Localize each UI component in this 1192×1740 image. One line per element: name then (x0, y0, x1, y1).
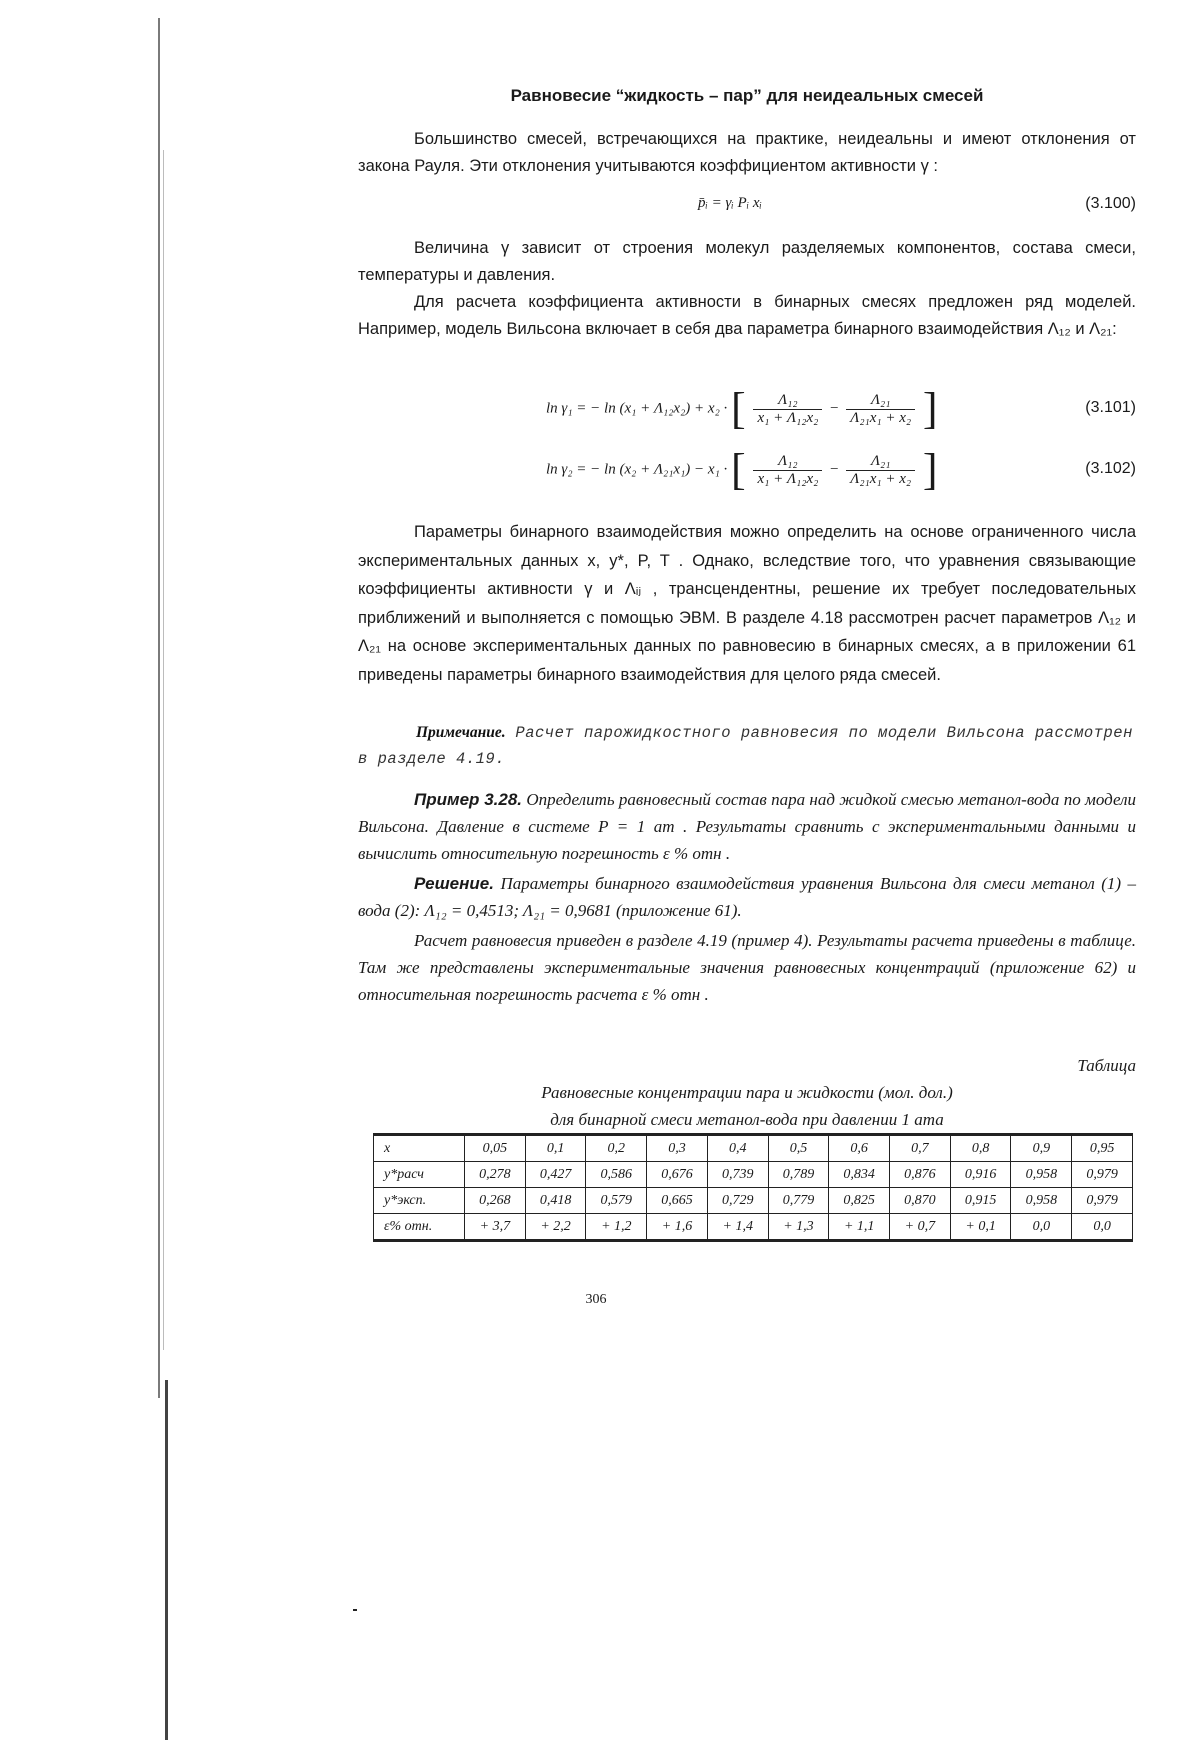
note-label: Примечание. (416, 724, 506, 741)
table-cell: 0,825 (829, 1188, 890, 1214)
table-row (374, 1188, 1133, 1214)
table-cell: 0,1 (525, 1135, 586, 1162)
table-cell: + 2,2 (525, 1214, 586, 1241)
table-cell: 0,95 (1072, 1135, 1133, 1162)
table-cell: + 3,7 (465, 1214, 526, 1241)
table-cell: 0,8 (950, 1135, 1011, 1162)
fraction-denominator: Λ₂₁x₁ + x₂ (846, 409, 915, 427)
paragraph-text: Параметры бинарного взаимодействия можно определить на основе ограниченного числа экспериментальных данных x, y*, P, T . Однако, вследствие того, что уравнения связывающие коэффициенты активности γ и Λᵢⱼ , трансцендентны, решение их требует последовательных приближений и выполняется с помощью ЭВМ. В разделе 4.18 рассмотрен расчет параметров Λ₁₂ и Λ₂₁ на основе экспериментальных данных по равновесию в бинарных смесях, а в приложении 61 приведены параметры бинарного взаимодействия для целого ряда смесей. (358, 523, 1136, 684)
solution-label: Решение. (414, 874, 494, 893)
equation-3-102 (358, 445, 1136, 502)
example-label: Пример 3.28. (414, 790, 523, 809)
table-cell: 0,9 (1011, 1135, 1072, 1162)
table-cell: 0,3 (647, 1135, 708, 1162)
fraction (753, 392, 822, 427)
table-cell: 0,665 (647, 1188, 708, 1214)
paragraph-text: Величина γ зависит от строения молекул разделяемых компонентов, состава смеси, температуры и давления. (358, 239, 1136, 284)
minus-sign: − (830, 461, 839, 478)
table-cell: 0,579 (586, 1188, 647, 1214)
table-header (358, 1052, 1136, 1133)
note-body: Расчет парожидкостного равновесия по модели Вильсона рассмотрен в разделе 4.19. (358, 724, 1133, 768)
paragraph-intro (358, 126, 1136, 180)
table-cell: 0,739 (707, 1162, 768, 1188)
table-cell: + 1,2 (586, 1214, 647, 1241)
table-cell: + 1,6 (647, 1214, 708, 1241)
paragraph-text: Для расчета коэффициента активности в бинарных смесях предложен ряд моделей. Например, модель Вильсона включает в себя два параметра бинарного взаимодействия Λ₁₂ и Λ₂₁: (358, 293, 1136, 338)
table-cell: 0,834 (829, 1162, 890, 1188)
table-cell: 0,418 (525, 1188, 586, 1214)
page-number: 306 (585, 1292, 607, 1307)
scan-artifact-dot (353, 1609, 357, 1611)
table-cell: 0,268 (465, 1188, 526, 1214)
table-cell: 0,676 (647, 1162, 708, 1188)
row-header: x (374, 1135, 465, 1162)
table-cell: 0,916 (950, 1162, 1011, 1188)
section-title: Равновесие “жидкость – пар” для неидеальных смесей (510, 86, 984, 105)
table-cell: 0,6 (829, 1135, 890, 1162)
bracket-right: ] (922, 445, 938, 494)
table-cell: 0,789 (768, 1162, 829, 1188)
solution-text (358, 870, 1136, 924)
solution-body: Параметры бинарного взаимодействия уравнения Вильсона для смеси метанол (1) – вода (2): Λ₁₂ = 0,4513; Λ₂₁ = 0,9681 (приложение 61). (358, 874, 1136, 920)
fraction-numerator: Λ₁₂ (778, 391, 798, 408)
fraction (846, 392, 915, 427)
scan-artifact-line (158, 18, 160, 1398)
table-cell: 0,0 (1011, 1214, 1072, 1241)
table-cell: 0,915 (950, 1188, 1011, 1214)
equation-number: (3.101) (1085, 399, 1136, 416)
table-cell: 0,876 (890, 1162, 951, 1188)
equilibrium-table (373, 1133, 1133, 1242)
note-text (358, 720, 1136, 772)
fraction-numerator: Λ₂₁ (870, 452, 891, 469)
table-cell: 0,2 (586, 1135, 647, 1162)
table-cell: 0,586 (586, 1162, 647, 1188)
scan-artifact-line (165, 1380, 168, 1740)
table-cell: 0,05 (465, 1135, 526, 1162)
equation-body: p̄ᵢ = γᵢ Pᵢ xᵢ (698, 195, 762, 211)
table-cell: 0,5 (768, 1135, 829, 1162)
equation-number: (3.100) (1085, 195, 1136, 212)
paragraph-gamma (358, 235, 1136, 343)
note-block (358, 720, 1136, 772)
paragraph-parameters (358, 518, 1136, 689)
table-cell: 0,979 (1072, 1188, 1133, 1214)
table-cell: 0,4 (707, 1135, 768, 1162)
table-cell: 0,729 (707, 1188, 768, 1214)
table-row (374, 1162, 1133, 1188)
fraction-denominator: Λ₂₁x₁ + x₂ (846, 470, 915, 488)
equation-number: (3.102) (1085, 460, 1136, 477)
table-caption-line: Равновесные концентрации пара и жидкости (мол. дол.) (541, 1083, 953, 1102)
table-cell: 0,870 (890, 1188, 951, 1214)
table-cell: + 1,3 (768, 1214, 829, 1241)
table-cell: 0,278 (465, 1162, 526, 1188)
table-cell: + 1,1 (829, 1214, 890, 1241)
paragraph-text: Большинство смесей, встречающихся на практике, неидеальны и имеют отклонения от закона Рауля. Эти отклонения учитываются коэффициентом активности γ : (358, 130, 1136, 175)
equation-3-101 (358, 384, 1136, 441)
table-cell: + 0,7 (890, 1214, 951, 1241)
table-cell: 0,779 (768, 1188, 829, 1214)
equation-lhs: ln γ₂ = − ln (x₂ + Λ₂₁x₁) − x₁ · (546, 461, 728, 478)
scan-artifact-line (163, 150, 164, 1350)
table-row (374, 1214, 1133, 1241)
bracket-right: ] (922, 384, 938, 433)
fraction-denominator: x₁ + Λ₁₂x₂ (753, 470, 822, 488)
table-caption-line: для бинарной смеси метанол-вода при давлении 1 ата (550, 1110, 944, 1129)
equation-lhs: ln γ₁ = − ln (x₁ + Λ₁₂x₂) + x₂ · (546, 400, 728, 417)
example-text (358, 786, 1136, 867)
table-cell: 0,979 (1072, 1162, 1133, 1188)
fraction-numerator: Λ₂₁ (870, 391, 891, 408)
row-header: ε% отн. (374, 1214, 465, 1241)
row-header: y*расч (374, 1162, 465, 1188)
table-row (374, 1135, 1133, 1162)
table-cell: 0,958 (1011, 1162, 1072, 1188)
table-cell: + 1,4 (707, 1214, 768, 1241)
table-cell: + 0,1 (950, 1214, 1011, 1241)
example-body: Определить равновесный состав пара над жидкой смесью метанол-вода по модели Вильсона. Давление в системе P = 1 ат . Результаты сравнить с экспериментальными данными и вычислить относительную погрешность ε % отн . (358, 790, 1136, 863)
table-cell: 0,0 (1072, 1214, 1133, 1241)
fraction (846, 453, 915, 488)
calculation-text: Расчет равновесия приведен в разделе 4.19 (пример 4). Результаты расчета приведены в таблице. Там же представлены экспериментальные значения равновесных концентраций (приложение 62) и относительная погрешность расчета ε % отн . (358, 931, 1136, 1004)
fraction-denominator: x₁ + Λ₁₂x₂ (753, 409, 822, 427)
minus-sign: − (830, 400, 839, 417)
bracket-left: [ (731, 384, 746, 433)
table-cell: 0,7 (890, 1135, 951, 1162)
table-cell: 0,427 (525, 1162, 586, 1188)
fraction (753, 453, 822, 488)
table-label: Таблица (1077, 1056, 1136, 1075)
example-block (358, 786, 1136, 1008)
bracket-left: [ (731, 445, 746, 494)
fraction-numerator: Λ₁₂ (778, 452, 798, 469)
row-header: y*эксп. (374, 1188, 465, 1214)
table-cell: 0,958 (1011, 1188, 1072, 1214)
